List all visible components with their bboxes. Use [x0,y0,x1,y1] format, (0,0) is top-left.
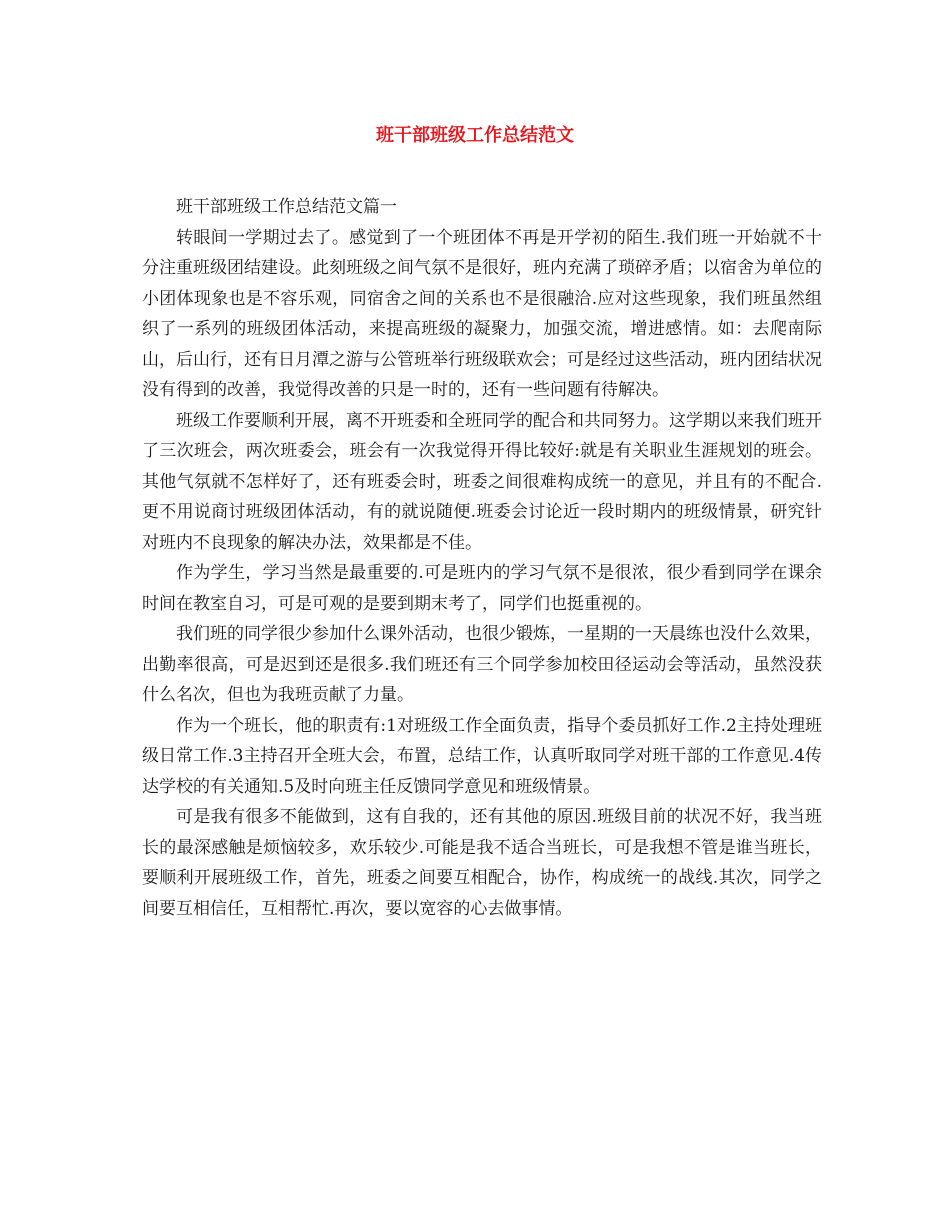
paragraph: 作为学生，学习当然是最重要的.可是班内的学习气氛不是很浓，很少看到同学在课余时间在教室自习，可是可观的是要到期末考了，同学们也挺重视的。 [142,563,822,614]
paragraph: 可是我有很多不能做到，这有自我的，还有其他的原因.班级目前的状况不好，我当班长的最深感触是烦恼较多，欢乐较少.可能是我不适合当班长，可是我想不管是谁当班长，要顺利开展班级工作，首先，班委之间要互相配合，协作，构成统一的战线.其次，同学之间要互相信任，互相帮忙.再次，要以宽容的心去做事情。 [142,807,822,919]
section-heading: 班干部班级工作总结范文篇一 [176,197,397,217]
paragraph: 我们班的同学很少参加什么课外活动，也很少锻炼，一星期的一天晨练也没什么效果，出勤率很高，可是迟到还是很多.我们班还有三个同学参加校田径运动会等活动，虽然没获什么名次，但也为我班贡献了力量。 [142,624,822,705]
document-body [142,192,822,924]
paragraph: 班级工作要顺利开展，离不开班委和全班同学的配合和共同努力。这学期以来我们班开了三次班会，两次班委会，班会有一次我觉得开得比较好:就是有关职业生涯规划的班会。其他气氛就不怎样好了，还有班委会时，班委之间很难构成统一的意见，并且有的不配合.更不用说商讨班级团体活动，有的就说随便.班委会讨论近一段时期内的班级情景，研究针对班内不良现象的解决办法，效果都是不佳。 [142,410,822,553]
document-title: 班干部班级工作总结范文 [376,125,574,146]
paragraph: 作为一个班长，他的职责有:1对班级工作全面负责，指导个委员抓好工作.2主持处理班级日常工作.3主持召开全班大会，布置，总结工作，认真听取同学对班干部的工作意见.4传达学校的有关通知.5及时向班主任反馈同学意见和班级情景。 [142,715,822,797]
paragraph: 转眼间一学期过去了。感觉到了一个班团体不再是开学初的陌生.我们班一开始就不十分注重班级团结建设。此刻班级之间气氛不是很好，班内充满了琐碎矛盾；以宿舍为单位的小团体现象也是不容乐观，同宿舍之间的关系也不是很融洽.应对这些现象，我们班虽然组织了一系列的班级团体活动，来提高班级的凝聚力，加强交流，增进感情。如：去爬南际山，后山行，还有日月潭之游与公管班举行班级联欢会；可是经过这些活动，班内团结状况没有得到的改善，我觉得改善的只是一时的，还有一些问题有待解决。 [142,227,822,400]
